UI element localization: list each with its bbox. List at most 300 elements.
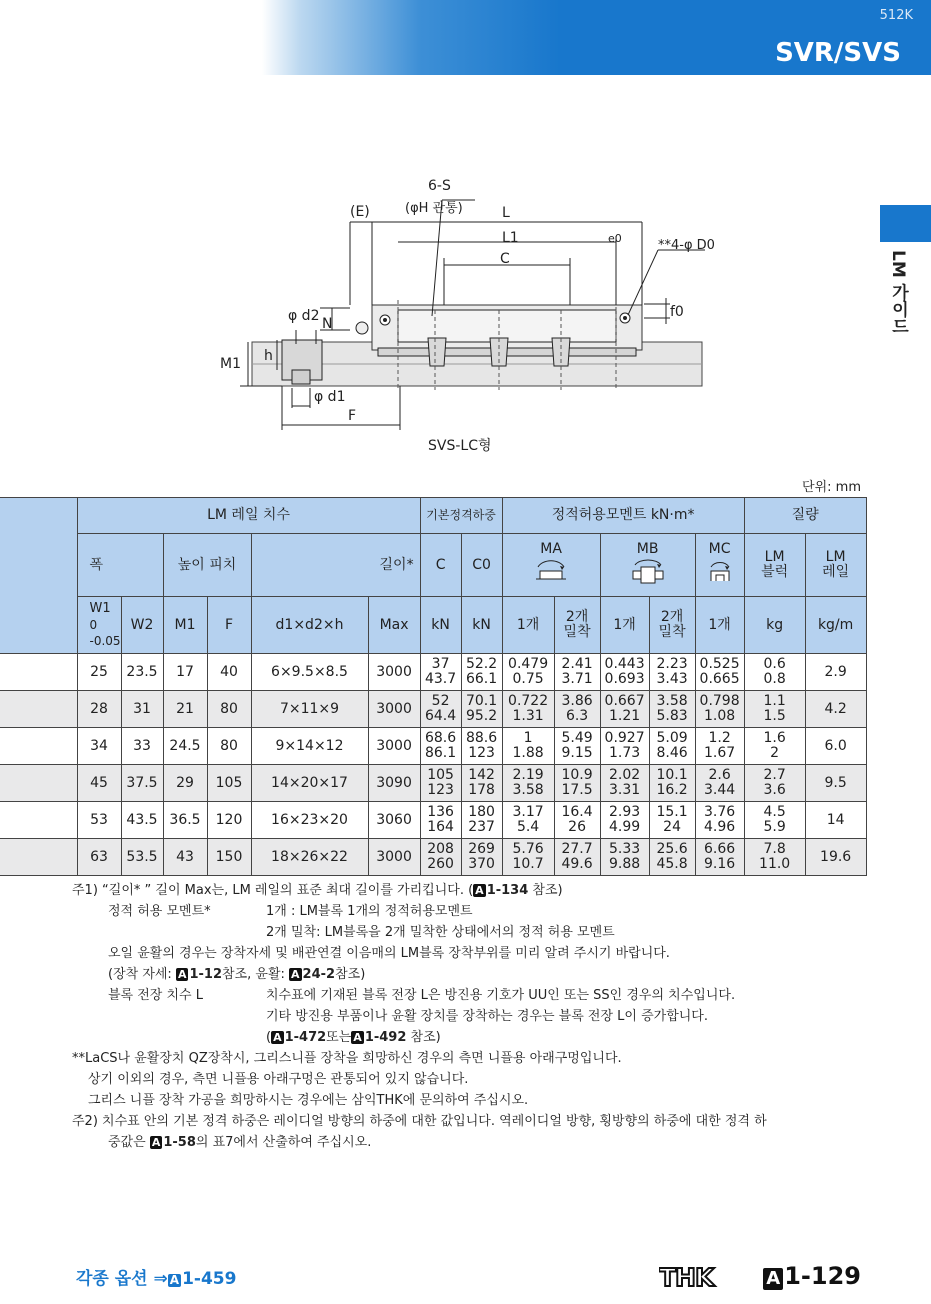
ref-badge: A <box>291 968 300 981</box>
hdr-kg: kg <box>744 597 805 654</box>
cell-MA1-v1: 1.31 <box>512 708 544 724</box>
cell-d: 18×26×22 <box>251 839 368 876</box>
moment-yaw-icon <box>625 557 671 585</box>
note-4-a: (장착 자세: <box>108 967 176 982</box>
cell-rail: 6.0 <box>805 728 866 765</box>
cell-max: 3000 <box>368 654 420 691</box>
cell-MA2 <box>554 802 600 839</box>
label-N: N <box>322 316 333 332</box>
table-row <box>0 654 866 691</box>
cell-MA2-v0: 3.86 <box>561 693 593 709</box>
cell-M1: 29 <box>163 765 207 802</box>
ref-24-2[interactable]: 24-2 <box>302 967 336 982</box>
cell-M1: 21 <box>163 691 207 728</box>
cell-MB1 <box>600 654 649 691</box>
cell-MB1 <box>600 691 649 728</box>
cell-max: 3060 <box>368 802 420 839</box>
cell-MC <box>695 802 744 839</box>
cell-MB2-v0: 15.1 <box>656 804 688 820</box>
cell-C-v0: 208 <box>427 841 454 857</box>
cell-C0-v0: 52.2 <box>465 656 498 672</box>
row-lead <box>0 728 77 765</box>
cell-block-v0: 1.1 <box>763 693 786 709</box>
group-rail: LM 레일 치수 <box>77 498 420 534</box>
cell-C0 <box>461 691 502 728</box>
cell-MA2-v0: 16.4 <box>561 804 593 820</box>
cell-MA1-v0: 3.17 <box>512 804 544 820</box>
cell-MB1 <box>600 728 649 765</box>
cell-rail: 2.9 <box>805 654 866 691</box>
cell-C0-v1: 370 <box>468 856 495 872</box>
cell-C0-v0: 70.1 <box>465 693 498 709</box>
hdr-MC <box>695 534 744 597</box>
cell-MB2-v1: 45.8 <box>656 856 688 872</box>
hdr-kN-C: kN <box>420 597 461 654</box>
cell-MB1-v0: 0.443 <box>604 656 645 672</box>
cell-C0 <box>461 765 502 802</box>
note-2-a: 1개 : LM블록 1개의 정적허용모멘트 <box>266 904 473 919</box>
options-link[interactable] <box>76 1264 236 1289</box>
hdr-MC-one: 1개 <box>695 597 744 654</box>
ref-badge: A <box>169 1273 180 1287</box>
hdr-W1 <box>77 597 121 654</box>
ref-1-492[interactable]: 1-492 <box>364 1030 407 1045</box>
hdr-mass-block: LM 블럭 <box>744 534 805 597</box>
cell-C <box>420 839 461 876</box>
table-row <box>0 691 866 728</box>
notes <box>72 880 872 1153</box>
hdr-W1-tol-bot: -0.05 <box>89 634 121 648</box>
label-D0: **4-φ D0 <box>658 238 715 253</box>
cell-MB1-v1: 0.693 <box>604 671 645 687</box>
moment-pitch-icon <box>528 557 574 585</box>
label-F: F <box>348 408 357 424</box>
cell-MA2-v1: 17.5 <box>561 782 593 798</box>
cell-d: 14×20×17 <box>251 765 368 802</box>
cell-MC-v1: 9.16 <box>704 856 736 872</box>
cell-C <box>420 728 461 765</box>
cell-C0-v1: 237 <box>468 819 495 835</box>
table-row <box>0 839 866 876</box>
cell-MB2-v0: 5.09 <box>656 730 688 746</box>
cell-W2: 53.5 <box>121 839 163 876</box>
note-1-tail: 참조) <box>528 883 563 898</box>
cell-MC-v0: 0.525 <box>699 656 740 672</box>
cell-F: 80 <box>207 728 251 765</box>
note-7: 상기 이외의 경우, 측면 니플용 아래구멍은 관통되어 있지 않습니다. <box>88 1072 469 1087</box>
note-10 <box>72 1132 872 1153</box>
cell-max: 3000 <box>368 728 420 765</box>
cell-F: 40 <box>207 654 251 691</box>
cell-MA1-v0: 0.722 <box>508 693 549 709</box>
cell-MA1-v1: 1.88 <box>512 745 544 761</box>
cell-MB2-v1: 8.46 <box>656 745 688 761</box>
row-lead <box>0 802 77 839</box>
cell-C-v1: 123 <box>427 782 454 798</box>
cell-block-v0: 1.6 <box>763 730 786 746</box>
cell-MA1 <box>502 839 554 876</box>
label-h-through: (φH 관통) <box>405 201 463 216</box>
note-2b: 2개 밀착: LM블록을 2개 밀착한 상태에서의 정적 허용 모멘트 <box>266 925 615 940</box>
page-title: SVR/SVS <box>775 38 901 68</box>
cell-MA1-v1: 10.7 <box>512 856 544 872</box>
cell-MB2-v1: 5.83 <box>656 708 688 724</box>
cell-C-v0: 52 <box>431 693 450 709</box>
hdr-height-pitch: 높이 피치 <box>163 534 251 597</box>
cell-MB1-v1: 3.31 <box>608 782 641 798</box>
options-link-ref: 1-459 <box>182 1269 237 1289</box>
cell-MB1 <box>600 765 649 802</box>
row-lead <box>0 691 77 728</box>
page-badge: A <box>763 1268 783 1290</box>
table-row <box>0 802 866 839</box>
cell-C-v0: 68.6 <box>424 730 457 746</box>
cell-block <box>744 802 805 839</box>
label-M1: M1 <box>220 356 241 372</box>
cell-MB1-v1: 1.21 <box>608 708 641 724</box>
page-number <box>763 1262 861 1290</box>
cell-C-v0: 105 <box>427 767 454 783</box>
label-f0: f0 <box>670 304 684 320</box>
cell-C-v1: 260 <box>427 856 454 872</box>
cell-MC-v0: 2.6 <box>708 767 731 783</box>
cell-block <box>744 839 805 876</box>
cell-rail: 4.2 <box>805 691 866 728</box>
thk-logo <box>659 1266 741 1288</box>
cell-MB1-v1: 4.99 <box>608 819 641 835</box>
cell-block-v0: 0.6 <box>763 656 786 672</box>
label-d1: φ d1 <box>314 389 346 405</box>
cell-MC-v0: 3.76 <box>704 804 736 820</box>
cell-MB2-v0: 10.1 <box>656 767 688 783</box>
cell-MA1-v0: 0.479 <box>508 656 549 672</box>
cell-C-v1: 43.7 <box>424 671 457 687</box>
note-2 <box>72 901 872 922</box>
cell-MC-v0: 0.798 <box>699 693 740 709</box>
cell-C0-v0: 142 <box>468 767 495 783</box>
cell-block <box>744 654 805 691</box>
cell-MB2-v1: 24 <box>663 819 681 835</box>
hdr-C0: C0 <box>461 534 502 597</box>
hdr-MB <box>600 534 695 597</box>
cell-MB1 <box>600 839 649 876</box>
note-1 <box>72 880 872 901</box>
note-6: **LaCS나 윤활장치 QZ장착시, 그리스니플 장착을 희망하신 경우의 측면 니플용 아래구멍입니다. <box>72 1051 622 1066</box>
hdr-F: F <box>207 597 251 654</box>
cell-MA2 <box>554 728 600 765</box>
note-4 <box>72 964 872 985</box>
cell-MA2-v1: 6.3 <box>565 708 589 724</box>
cell-MA2-v1: 26 <box>568 819 586 835</box>
ref-badge: A <box>475 884 484 897</box>
cell-MB2 <box>649 765 695 802</box>
cell-C0 <box>461 839 502 876</box>
label-6s: 6-S <box>428 178 451 194</box>
cell-MB1-v0: 5.33 <box>608 841 641 857</box>
cell-C-v1: 164 <box>427 819 454 835</box>
technical-drawing <box>200 170 740 460</box>
cell-M1: 17 <box>163 654 207 691</box>
cell-MA2 <box>554 691 600 728</box>
cell-block-v1: 2 <box>770 745 780 761</box>
label-d2: φ d2 <box>288 308 320 324</box>
cell-W1: 28 <box>77 691 121 728</box>
cell-M1: 24.5 <box>163 728 207 765</box>
hdr-MA-label: MA <box>540 540 562 557</box>
group-moment: 정적허용모멘트 kN·m* <box>502 498 744 534</box>
hdr-kN-C0: kN <box>461 597 502 654</box>
ref-1-472[interactable]: 1-472 <box>284 1030 327 1045</box>
side-tab-marker <box>880 205 931 242</box>
row-lead <box>0 839 77 876</box>
hdr-W1-tol-top: 0 <box>89 618 98 632</box>
row-lead <box>0 765 77 802</box>
cell-MB2-v1: 16.2 <box>656 782 688 798</box>
note-10-b: 의 표7에서 산출하여 주십시오. <box>195 1135 372 1150</box>
note-1-text: 주1) “길이* ” 길이 Max는, LM 레일의 표준 최대 길이를 가리킵니다. ( <box>72 883 474 898</box>
cell-W2: 23.5 <box>121 654 163 691</box>
hdr-MC-label: MC <box>708 540 731 557</box>
cell-C0 <box>461 802 502 839</box>
row-lead <box>0 654 77 691</box>
cell-F: 80 <box>207 691 251 728</box>
cell-max: 3090 <box>368 765 420 802</box>
cell-MA2-v0: 10.9 <box>561 767 593 783</box>
hdr-W1-label: W1 <box>89 601 111 616</box>
hdr-length: 길이* <box>251 534 420 597</box>
cell-MB1-v1: 1.73 <box>608 745 641 761</box>
cell-MA2-v1: 3.71 <box>561 671 593 687</box>
cell-MA1-v0: 2.19 <box>512 767 544 783</box>
note-5-label: 블록 전장 치수 L <box>108 988 203 1003</box>
cell-MA1-v1: 5.4 <box>516 819 540 835</box>
cell-MC <box>695 728 744 765</box>
cell-C0 <box>461 654 502 691</box>
cell-MA2 <box>554 765 600 802</box>
cell-C0 <box>461 728 502 765</box>
cell-MA2-v0: 2.41 <box>561 656 593 672</box>
label-h: h <box>264 348 273 364</box>
moment-roll-icon <box>705 557 735 585</box>
cell-MA1-v1: 3.58 <box>512 782 544 798</box>
cell-MB2 <box>649 802 695 839</box>
note-5c <box>72 1027 872 1048</box>
cell-block-v1: 5.9 <box>763 819 786 835</box>
cell-rail: 19.6 <box>805 839 866 876</box>
cell-W1: 53 <box>77 802 121 839</box>
note-5-a: 치수표에 기재된 블록 전장 L은 방진용 기호가 UU인 또는 SS인 경우의 치수입니다. <box>266 988 736 1003</box>
hdr-MB-one: 1개 <box>600 597 649 654</box>
cell-MC <box>695 839 744 876</box>
cell-MC-v1: 0.665 <box>699 671 740 687</box>
cell-C-v0: 136 <box>427 804 454 820</box>
cell-C0-v0: 269 <box>468 841 495 857</box>
cell-d: 7×11×9 <box>251 691 368 728</box>
label-L: L <box>502 205 510 221</box>
cell-C <box>420 765 461 802</box>
cell-MB1-v0: 0.927 <box>604 730 645 746</box>
cell-C0-v0: 88.6 <box>465 730 498 746</box>
note-10-a: 중값은 <box>108 1135 150 1150</box>
note-5c-or: 또는 <box>326 1030 352 1045</box>
note-2-label: 정적 허용 모멘트* <box>108 904 211 919</box>
note-5b: 기타 방진용 부품이나 윤활 장치를 장착하는 경우는 블록 전장 L이 증가합니다. <box>266 1009 708 1024</box>
cell-MA1 <box>502 765 554 802</box>
spec-table <box>0 497 867 876</box>
cell-block <box>744 765 805 802</box>
cell-MB2-v0: 3.58 <box>656 693 688 709</box>
ref-1-58[interactable]: 1-58 <box>163 1135 196 1150</box>
cell-W2: 31 <box>121 691 163 728</box>
cell-W1: 34 <box>77 728 121 765</box>
ref-badge: A <box>177 968 187 981</box>
cell-MB2 <box>649 691 695 728</box>
cell-MC-v1: 4.96 <box>704 819 736 835</box>
cell-W2: 43.5 <box>121 802 163 839</box>
cell-W2: 37.5 <box>121 765 163 802</box>
cell-MA2-v0: 27.7 <box>561 841 593 857</box>
cell-MA1-v0: 1 <box>523 730 533 746</box>
hdr-d: d1×d2×h <box>251 597 368 654</box>
cell-block <box>744 728 805 765</box>
cell-MC <box>695 765 744 802</box>
cell-MC <box>695 654 744 691</box>
options-link-text: 각종 옵션 ⇒ <box>76 1269 168 1289</box>
cell-max: 3000 <box>368 691 420 728</box>
side-tab-label: LM 가이드 <box>888 250 908 335</box>
cell-F: 150 <box>207 839 251 876</box>
cell-MB2 <box>649 654 695 691</box>
cell-MB1-v0: 0.667 <box>604 693 645 709</box>
label-L1: L1 <box>502 230 519 246</box>
cell-W1: 63 <box>77 839 121 876</box>
ref-badge: A <box>151 1136 161 1149</box>
cell-MA2 <box>554 654 600 691</box>
cell-F: 105 <box>207 765 251 802</box>
cell-MB1-v1: 9.88 <box>608 856 641 872</box>
cell-C <box>420 802 461 839</box>
label-E: (E) <box>350 204 370 220</box>
catalog-code: 512K <box>879 8 913 23</box>
cell-d: 6×9.5×8.5 <box>251 654 368 691</box>
cell-block-v0: 7.8 <box>763 841 786 857</box>
cell-MA2-v1: 49.6 <box>561 856 593 872</box>
cell-block-v0: 4.5 <box>763 804 786 820</box>
cell-block-v1: 3.6 <box>763 782 786 798</box>
table-row <box>0 765 866 802</box>
cell-MA1 <box>502 728 554 765</box>
cell-MC-v0: 1.2 <box>708 730 731 746</box>
group-basic-load: 기본정격하중 <box>420 498 502 534</box>
cell-rail: 9.5 <box>805 765 866 802</box>
cell-MB2 <box>649 728 695 765</box>
cell-C0-v1: 178 <box>468 782 495 798</box>
cell-d: 9×14×12 <box>251 728 368 765</box>
unit-label: 단위: mm <box>802 480 861 495</box>
note-5 <box>72 985 872 1006</box>
group-mass: 질량 <box>744 498 866 534</box>
row-header-blank <box>0 498 77 654</box>
hdr-MA-two: 2개 밀착 <box>554 597 600 654</box>
cell-W1: 45 <box>77 765 121 802</box>
cell-MC <box>695 691 744 728</box>
label-C: C <box>500 251 510 267</box>
hdr-MB-two: 2개 밀착 <box>649 597 695 654</box>
hdr-C: C <box>420 534 461 597</box>
cell-block-v1: 1.5 <box>763 708 786 724</box>
hdr-MA-one: 1개 <box>502 597 554 654</box>
hdr-W2: W2 <box>121 597 163 654</box>
hdr-M1: M1 <box>163 597 207 654</box>
cell-C-v1: 86.1 <box>424 745 457 761</box>
cell-MA1-v1: 0.75 <box>512 671 544 687</box>
cell-MA2-v1: 9.15 <box>561 745 593 761</box>
cell-MB2-v0: 2.23 <box>656 656 688 672</box>
hdr-MA <box>502 534 600 597</box>
cell-W1: 25 <box>77 654 121 691</box>
cell-C0-v1: 66.1 <box>465 671 498 687</box>
cell-F: 120 <box>207 802 251 839</box>
cell-block-v1: 0.8 <box>763 671 786 687</box>
cell-MA1 <box>502 802 554 839</box>
cell-C-v1: 64.4 <box>424 708 457 724</box>
ref-badge: A <box>353 1031 362 1044</box>
note-4-c: 참조) <box>335 967 366 982</box>
cell-MC-v1: 3.44 <box>704 782 736 798</box>
cell-C0-v1: 95.2 <box>465 708 498 724</box>
cell-MB2-v1: 3.43 <box>656 671 688 687</box>
hdr-kgm: kg/m <box>805 597 866 654</box>
cell-rail: 14 <box>805 802 866 839</box>
cell-C-v0: 37 <box>431 656 450 672</box>
cell-C <box>420 654 461 691</box>
note-9: 주2) 치수표 안의 기본 정격 하중은 레이디얼 방향의 하중에 대한 값입니다. 역레이디얼 방향, 횡방향의 하중에 대한 정격 하 <box>72 1114 767 1129</box>
cell-max: 3000 <box>368 839 420 876</box>
cell-MA1-v0: 5.76 <box>512 841 544 857</box>
page-number-text: 1-129 <box>784 1262 861 1290</box>
cell-MC-v1: 1.67 <box>704 745 736 761</box>
note-4-b: 참조, 윤활: <box>222 967 290 982</box>
note-5c-close: 참조) <box>406 1030 441 1045</box>
cell-W2: 33 <box>121 728 163 765</box>
cell-M1: 36.5 <box>163 802 207 839</box>
cell-MA1 <box>502 691 554 728</box>
label-e0: e0 <box>608 232 622 245</box>
thk-logo-text: THK <box>659 1266 714 1288</box>
ref-1-134[interactable]: 1-134 <box>486 883 529 898</box>
cell-M1: 43 <box>163 839 207 876</box>
ref-1-12[interactable]: 1-12 <box>189 967 223 982</box>
cell-C0-v1: 123 <box>468 745 495 761</box>
cell-MA2 <box>554 839 600 876</box>
cell-block-v0: 2.7 <box>763 767 786 783</box>
cell-MC-v1: 1.08 <box>704 708 736 724</box>
note-8: 그리스 니플 장착 가공을 희망하시는 경우에는 삼익THK에 문의하여 주십시오. <box>88 1093 529 1108</box>
drawing-caption: SVS-LC형 <box>428 438 492 454</box>
cell-C <box>420 691 461 728</box>
table-row <box>0 728 866 765</box>
hdr-max: Max <box>368 597 420 654</box>
cell-MB1-v0: 2.02 <box>608 767 641 783</box>
cell-block <box>744 691 805 728</box>
cell-MB1 <box>600 802 649 839</box>
note-3: 오일 윤활의 경우는 장착자세 및 배관연결 이음매의 LM블록 장착부위를 미리 알려 주시기 바랍니다. <box>108 946 670 961</box>
cell-MB1-v0: 2.93 <box>608 804 641 820</box>
cell-MB2 <box>649 839 695 876</box>
hdr-MB-label: MB <box>636 540 659 557</box>
note-5c-open: ( <box>266 1030 272 1045</box>
hdr-width: 폭 <box>77 534 163 597</box>
